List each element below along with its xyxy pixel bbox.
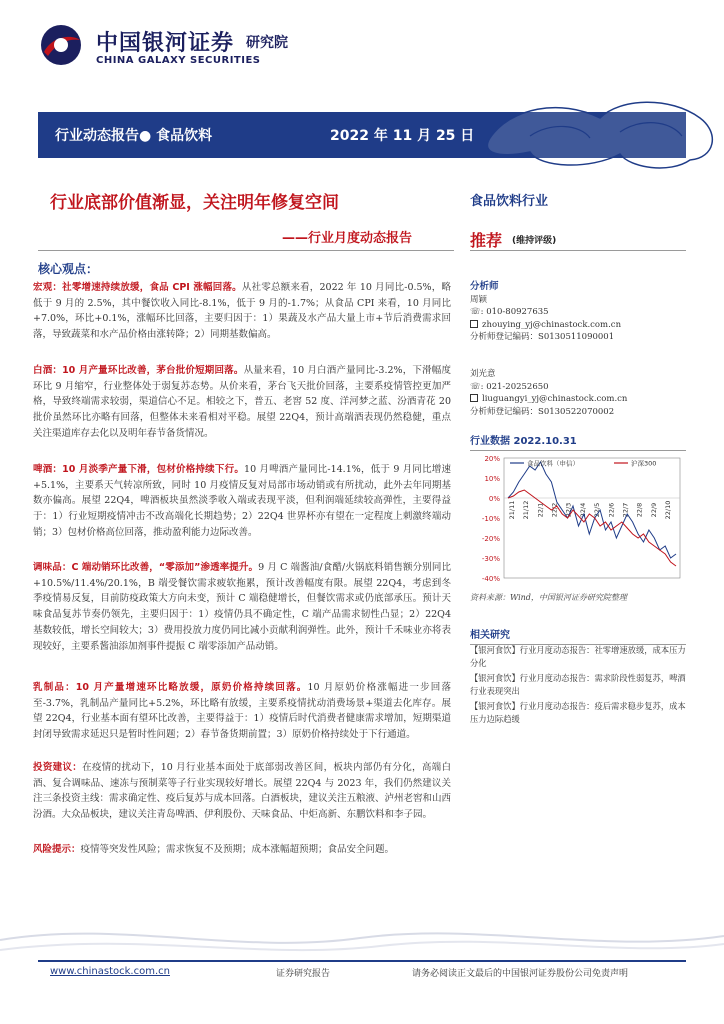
series-line-csi300 [508,490,676,566]
x-tick-label: 22/10 [664,500,672,520]
para-text: 9 月 C 端酱油/食醋/火锅底料销售额分别同比+10.5%/11.4%/20.1%，B 端受餐饮需求疲软拖累，预计改善幅度有限。展望 22Q4，考虑到冬季疫情易反复，目前防疫政策大方向未变，预计 C 端稳健增长，但餐饮需求或仍底部承压。预计天味食品复苏节奏仍领先，主要归因于：1）疫情仍具不确定性，C 端产品需求韧性凸显；2）22Q4 基数较低，增长空间较大；3）费用投放力度仍同比减小贡献利润弹性。此外，预计千禾味业亦将表现较好，主要系酱油添加剂事件提振 C 端零添加产品动销。 [33,562,451,652]
para-text: 疫情等突发性风险；需求恢复不及预期；成本涨幅超预期；食品安全问题。 [80,844,395,855]
legend-label: 沪深300 [631,459,657,468]
footer-divider [38,960,686,962]
logo-en: CHINA GALAXY SECURITIES [96,55,261,66]
core-views-heading: 核心观点： [38,262,99,276]
x-tick-label: 22/2 [550,502,559,518]
email-value[interactable]: liuguangyi_yj@chinastock.com.cn [482,394,628,404]
report-type: 行业动态报告● 食品饮料 [55,128,213,144]
x-tick-label: 22/3 [564,502,573,518]
y-tick-label: -30% [481,555,500,563]
rating-label: 推荐 [470,231,503,250]
phone-icon: ☏: [470,381,487,392]
report-date: 2022 年 11 月 25 日 [330,128,475,144]
paragraph-baijiu [33,363,451,442]
analyst-cert: 分析师登记编码：S0130511090001 [470,332,615,342]
analyst-block-1 [470,281,686,344]
industry-data-heading: 行业数据 2022.10.31 [470,432,686,451]
y-tick-label: 10% [484,475,500,483]
legend-label: 食品饮料（申信） [527,459,579,468]
analyst-heading: 分析师 [470,281,499,292]
paragraph-investment [33,760,451,823]
x-tick-label: 22/9 [649,502,658,518]
para-highlight: 白酒：10 月产量环比改善，茅台批价短期回落。 [33,365,244,376]
industry-label: 食品饮料行业 [470,194,549,209]
page-subtitle: ——行业月度动态报告 [282,231,413,246]
analyst-phone [470,306,686,319]
footer-label: 证券研究报告 [276,969,331,979]
y-tick-label: 0% [488,495,500,503]
logo-cn: 中国银河证券 [96,31,235,56]
related-item[interactable]: 【银河食饮】行业月度动态报告：需求阶段性弱复苏，啤酒行业表现突出 [470,673,686,696]
x-tick-label: 22/8 [635,502,644,518]
analyst-name: 刘光意 [470,369,496,379]
analyst-cert: 分析师登记编码：S0130522070002 [470,406,615,417]
footer-url-link[interactable]: www.chinastock.com.cn [50,966,170,977]
x-tick-label: 22/7 [621,502,630,518]
phone-value: 010-80927635 [486,307,549,317]
x-tick-label: 21/12 [522,500,531,520]
email-icon [470,320,478,328]
related-item[interactable]: 【银河食饮】行业月度动态报告：社零增速放缓，成本压力分化 [470,645,686,668]
y-tick-label: 20% [484,455,500,463]
analyst-email[interactable] [470,319,686,332]
related-research-heading: 相关研究 [470,626,686,645]
phone-value: 021-20252650 [486,381,549,392]
performance-chart [470,450,686,590]
para-text: 从社零总额来看，2022 年 10 月同比-0.5%，略低于 9 月的 2.5%，其中餐饮收入同比-8.1%，低于 9 月的-1.7%；从食品 CPI 来看，10 月同比+7.0%，环比+0.1%，涨幅环比回落，主要归因于：1）果蔬及水产品大量上市+节后消费需求回落，导致蔬菜和水产品价格由涨转降；2）同期基数偏高。 [33,282,451,341]
title-divider [38,250,454,251]
related-research-list [470,644,686,728]
email-icon [470,394,478,402]
paragraph-beer [33,462,451,541]
analyst-name: 周颖 [470,294,488,305]
para-highlight: 宏观：社零增速持续放缓，食品 CPI 涨幅回落。 [33,282,242,293]
para-highlight: 乳制品：10 月产量增速环比略放缓，原奶价格持续回落。 [33,682,308,693]
x-tick-label: 22/1 [536,502,545,518]
chart-svg [470,450,686,590]
para-text: 从量来看，10 月白酒产量同比-3.2%，下滑幅度环比 9 月缩窄，行业整体处于弱复苏态势。从价来看，茅台飞天批价回落，主要系疫情管控更加严格，导致终端需求较弱，渠道信心不足。相较之下，普五、老窖 52 度、洋河梦之蓝、汾酒青花 20 批价虽然环比亦略有回落，但整体未来看相对平稳。展望 22Q4，预计高端酒表现仍然稳健，重点关注渠道库存去化以及明年春节备货情况。 [33,365,451,439]
y-tick-label: -20% [481,535,500,543]
rating-divider [470,250,686,251]
galaxy-logo-icon [38,22,84,68]
page-title: 行业底部价值渐显，关注明年修复空间 [50,193,339,213]
para-highlight: 调味品：C 端动销环比改善，“零添加”渗透率提升。 [33,562,259,573]
paragraph-macro [33,280,451,343]
para-highlight: 啤酒：10 月淡季产量下滑，包材价格持续下行。 [33,464,245,475]
footer-disclaimer: 请务必阅读正文最后的中国银河证券股份公司免责声明 [412,969,629,979]
related-item[interactable]: 【银河食饮】行业月度动态报告：疫后需求稳步复苏，成本压力边际趋缓 [470,701,686,724]
para-highlight: 投资建议： [33,762,83,773]
para-text: 在疫情的扰动下，10 月行业基本面处于底部弱改善区间，板块内部仍有分化，高端白酒、复合调味品、速冻与预制菜等子行业实现较好增长。展望 22Q4 与 2023 年，我们仍然建议关注三条投资主线：需求确定性、疫后复苏与成本回落。白酒板块，建议关注五粮液、泸州老窖和山西汾酒。大众品板块，建议关注青岛啤酒、伊利股份、天味食品、中炬高新、东鹏饮料和李子园。 [33,762,452,821]
paragraph-condiments [33,560,451,654]
paragraph-risk [33,842,451,858]
cloud-ornament-icon [470,78,724,178]
x-tick-label: 22/5 [593,502,602,518]
phone-icon: ☏: [470,307,487,317]
para-text: 10 月原奶价格涨幅进一步回落至-3.7%，乳制品产量同比+5.2%，环比略有放缓，主要系疫情扰动消费场景+渠道去化库存。展望 22Q4，行业基本面有望环比改善，主要得益于：1）疫情后时代消费者健康需求增加，短期渠道封闭导致需求延迟只是暂时性问题；2）春节备货期前置；3）原奶价格持续处于下行通道。 [33,682,452,741]
chart-source: 资料来源：Wind，中国银河证券研究院整理 [470,593,627,602]
analyst-email[interactable] [470,393,686,406]
para-highlight: 风险提示： [33,844,81,855]
email-value[interactable]: zhouying_yj@chinastock.com.cn [482,319,622,330]
y-tick-label: -40% [481,575,500,583]
logo [38,22,338,72]
para-text: 10 月啤酒产量同比-14.1%，低于 9 月同比增速+5.1%，主要系天气转凉所致，同时 10 月疫情反复对局部市场动销或有所扰动，此外去年同期基数亦偏高。展望 22Q4，啤酒板块虽然淡季收入端或表现平淡，但利润端延续较高弹性，主要得益于：1）行业短期疫情冲击不改高端化长期趋势；2）22Q4 世界杯亦有望在一定程度上刺激终端动销；3）包材价格高位回落，推动盈利能力边际改善。 [33,464,451,538]
x-tick-label: 22/4 [578,502,587,518]
paragraph-dairy [33,680,451,743]
analyst-phone [470,381,686,394]
analyst-block-2 [470,368,686,418]
x-tick-label: 21/11 [508,500,516,520]
x-tick-label: 22/6 [607,502,616,518]
rating-note: (维持评级) [512,236,557,246]
institute-label: 研究院 [246,35,288,51]
y-tick-label: -10% [481,515,500,523]
footer-wave-ornament [0,910,724,960]
